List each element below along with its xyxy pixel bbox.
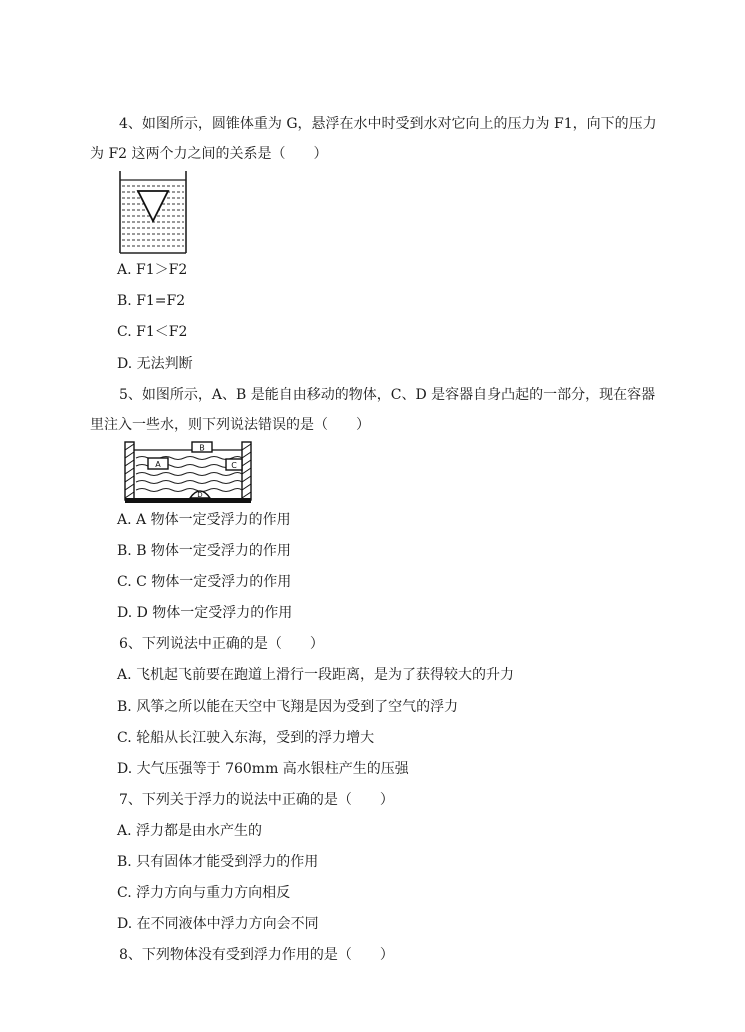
q4-option-a: A. F1＞F2 [117, 262, 188, 278]
q4-option-c: C. F1＜F2 [117, 324, 188, 340]
q7-option-c: C. 浮力方向与重力方向相反 [117, 885, 291, 901]
q5-stem-line1: 5、如图所示，A、B 是能自由移动的物体，C、D 是容器自身凸起的一部分，现在容器 [119, 387, 656, 403]
q5-label-b: B [199, 443, 205, 453]
q7-option-a: A. 浮力都是由水产生的 [117, 823, 263, 839]
q5-option-c: C. C 物体一定受浮力的作用 [117, 574, 292, 590]
q4-cone-in-water-figure [118, 171, 190, 255]
q5-option-d: D. D 物体一定受浮力的作用 [117, 605, 293, 621]
q4-option-b: B. F1=F2 [117, 293, 186, 309]
q7-option-b: B. 只有固体才能受到浮力的作用 [117, 854, 319, 870]
q6-option-b: B. 风筝之所以能在天空中飞翔是因为受到了空气的浮力 [117, 699, 459, 715]
q5-stem-line2: 里注入一些水，则下列说法错误的是（ ） [90, 417, 370, 433]
q6-option-a: A. 飞机起飞前要在跑道上滑行一段距离，是为了获得较大的升力 [117, 667, 515, 683]
q5-option-b: B. B 物体一定受浮力的作用 [117, 543, 291, 559]
q5-label-c: C [231, 461, 237, 470]
q7-option-d: D. 在不同液体中浮力方向会不同 [117, 916, 319, 932]
q4-stem-line1: 4、如图所示，圆锥体重为 G，悬浮在水中时受到水对它向上的压力为 F1，向下的压力 [119, 116, 657, 132]
q4-option-d: D. 无法判断 [117, 356, 193, 372]
q7-stem: 7、下列关于浮力的说法中正确的是（ ） [119, 792, 394, 808]
q6-stem: 6、下列说法中正确的是（ ） [119, 636, 324, 652]
q5-option-a: A. A 物体一定受浮力的作用 [117, 512, 291, 528]
q5-container-figure [124, 438, 252, 504]
q8-stem: 8、下列物体没有受到浮力作用的是（ ） [119, 947, 394, 963]
q5-label-d: D [197, 491, 203, 499]
q4-stem-line2: 为 F2 这两个力之间的关系是（ ） [90, 146, 328, 162]
q5-label-a: A [155, 460, 161, 469]
q6-option-c: C. 轮船从长江驶入东海，受到的浮力增大 [117, 730, 375, 746]
q6-option-d: D. 大气压强等于 760mm 高水银柱产生的压强 [117, 761, 409, 777]
